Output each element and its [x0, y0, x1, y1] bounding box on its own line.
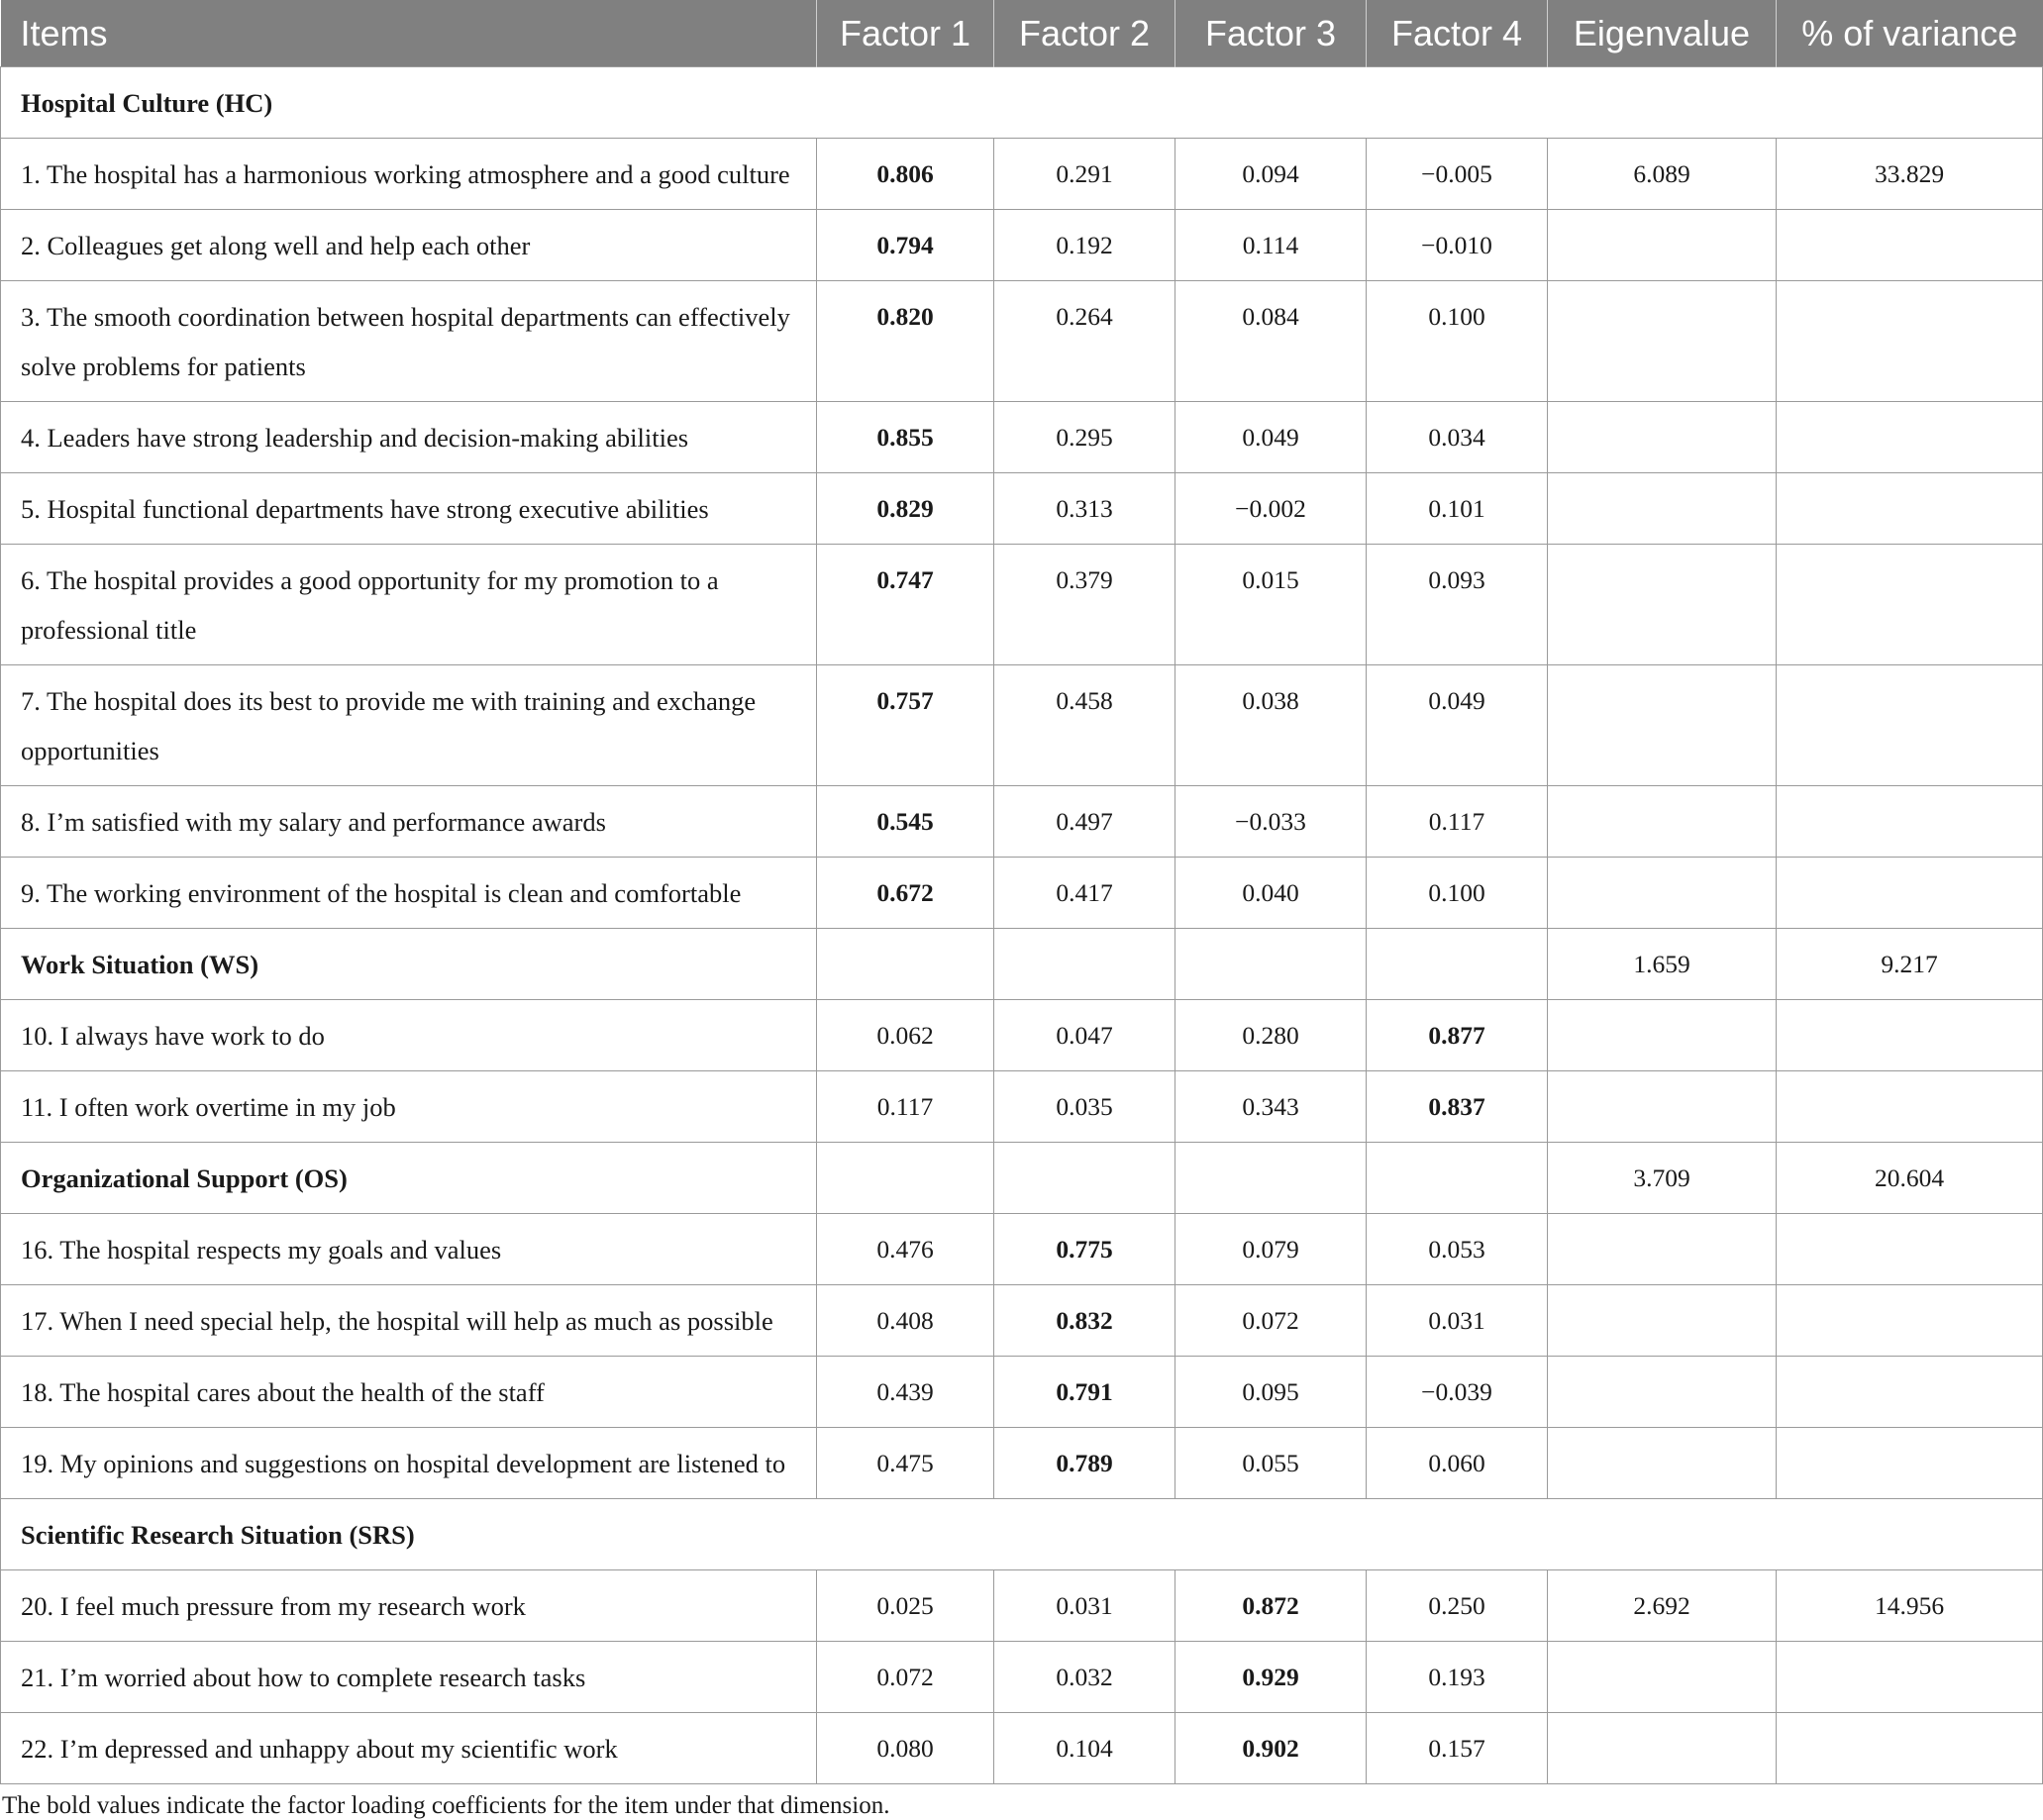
- section-empty-cell: [1367, 1143, 1548, 1214]
- cell-variance: [1777, 1285, 2043, 1357]
- cell-eigenvalue: [1548, 473, 1777, 545]
- cell-eigenvalue: [1548, 1713, 1777, 1784]
- item-text: 11. I often work overtime in my job: [1, 1071, 817, 1143]
- section-title: Hospital Culture (HC): [1, 67, 2043, 139]
- table-row: [1, 786, 2043, 858]
- cell-factor-1: 0.025: [817, 1570, 994, 1642]
- cell-factor-2: 0.313: [994, 473, 1175, 545]
- cell-eigenvalue: 6.089: [1548, 139, 1777, 210]
- table-row: [1, 1285, 2043, 1357]
- cell-variance: [1777, 281, 2043, 402]
- cell-factor-3: 0.929: [1175, 1642, 1367, 1713]
- cell-factor-3: 0.114: [1175, 210, 1367, 281]
- table-row: [1, 1357, 2043, 1428]
- cell-eigenvalue: [1548, 1642, 1777, 1713]
- item-text: 6. The hospital provides a good opportunity for my promotion to a professional title: [1, 545, 817, 665]
- table-row: [1, 402, 2043, 473]
- cell-factor-3: 0.015: [1175, 545, 1367, 665]
- cell-variance: [1777, 1071, 2043, 1143]
- section-row: [1, 1499, 2043, 1570]
- table-row: [1, 210, 2043, 281]
- cell-eigenvalue: [1548, 1285, 1777, 1357]
- cell-factor-4: −0.039: [1367, 1357, 1548, 1428]
- section-variance: 9.217: [1777, 929, 2043, 1000]
- cell-factor-3: 0.094: [1175, 139, 1367, 210]
- cell-eigenvalue: [1548, 786, 1777, 858]
- cell-eigenvalue: 2.692: [1548, 1570, 1777, 1642]
- header-row: [1, 0, 2043, 67]
- cell-factor-4: 0.093: [1367, 545, 1548, 665]
- item-text: 3. The smooth coordination between hospital departments can effectively solve problems for patients: [1, 281, 817, 402]
- cell-factor-3: 0.038: [1175, 665, 1367, 786]
- cell-factor-3: −0.002: [1175, 473, 1367, 545]
- section-empty-cell: [817, 1143, 994, 1214]
- cell-factor-2: 0.192: [994, 210, 1175, 281]
- item-text: 8. I’m satisfied with my salary and performance awards: [1, 786, 817, 858]
- item-text: 9. The working environment of the hospital is clean and comfortable: [1, 858, 817, 929]
- cell-factor-1: 0.855: [817, 402, 994, 473]
- cell-factor-3: 0.055: [1175, 1428, 1367, 1499]
- item-text: 1. The hospital has a harmonious working atmosphere and a good culture: [1, 139, 817, 210]
- section-empty-cell: [1175, 929, 1367, 1000]
- cell-eigenvalue: [1548, 1357, 1777, 1428]
- cell-factor-3: 0.049: [1175, 402, 1367, 473]
- cell-variance: [1777, 1428, 2043, 1499]
- cell-eigenvalue: [1548, 1214, 1777, 1285]
- section-row: [1, 929, 2043, 1000]
- cell-variance: [1777, 473, 2043, 545]
- table-row: [1, 1071, 2043, 1143]
- table-row: [1, 473, 2043, 545]
- cell-factor-2: 0.104: [994, 1713, 1175, 1784]
- item-text: 7. The hospital does its best to provide me with training and exchange opportunities: [1, 665, 817, 786]
- cell-eigenvalue: [1548, 665, 1777, 786]
- section-row: [1, 67, 2043, 139]
- cell-factor-3: 0.072: [1175, 1285, 1367, 1357]
- cell-factor-2: 0.775: [994, 1214, 1175, 1285]
- table-row: [1, 139, 2043, 210]
- cell-factor-4: 0.117: [1367, 786, 1548, 858]
- cell-factor-1: 0.476: [817, 1214, 994, 1285]
- cell-factor-4: 0.101: [1367, 473, 1548, 545]
- cell-variance: [1777, 545, 2043, 665]
- cell-factor-2: 0.035: [994, 1071, 1175, 1143]
- section-empty-cell: [1175, 1143, 1367, 1214]
- cell-factor-4: 0.837: [1367, 1071, 1548, 1143]
- header-factor-1: Factor 1: [817, 0, 994, 67]
- item-text: 18. The hospital cares about the health of the staff: [1, 1357, 817, 1428]
- header-eigenvalue: Eigenvalue: [1548, 0, 1777, 67]
- cell-factor-4: 0.053: [1367, 1214, 1548, 1285]
- cell-factor-1: 0.072: [817, 1642, 994, 1713]
- cell-eigenvalue: [1548, 545, 1777, 665]
- cell-variance: [1777, 858, 2043, 929]
- item-text: 17. When I need special help, the hospital will help as much as possible: [1, 1285, 817, 1357]
- cell-factor-1: 0.117: [817, 1071, 994, 1143]
- cell-factor-1: 0.820: [817, 281, 994, 402]
- cell-factor-4: 0.193: [1367, 1642, 1548, 1713]
- cell-factor-3: 0.280: [1175, 1000, 1367, 1071]
- cell-factor-1: 0.747: [817, 545, 994, 665]
- cell-variance: 14.956: [1777, 1570, 2043, 1642]
- item-text: 22. I’m depressed and unhappy about my scientific work: [1, 1713, 817, 1784]
- cell-factor-1: 0.806: [817, 139, 994, 210]
- header-variance: % of variance: [1777, 0, 2043, 67]
- cell-factor-1: 0.829: [817, 473, 994, 545]
- cell-factor-2: 0.031: [994, 1570, 1175, 1642]
- header-items: Items: [1, 0, 817, 67]
- cell-factor-1: 0.408: [817, 1285, 994, 1357]
- cell-variance: [1777, 786, 2043, 858]
- cell-factor-2: 0.832: [994, 1285, 1175, 1357]
- header-factor-4: Factor 4: [1367, 0, 1548, 67]
- table-body: [1, 67, 2043, 1784]
- item-text: 20. I feel much pressure from my research work: [1, 1570, 817, 1642]
- cell-factor-2: 0.032: [994, 1642, 1175, 1713]
- table-row: [1, 545, 2043, 665]
- cell-factor-1: 0.062: [817, 1000, 994, 1071]
- cell-factor-1: 0.757: [817, 665, 994, 786]
- table-row: [1, 1713, 2043, 1784]
- cell-factor-3: 0.343: [1175, 1071, 1367, 1143]
- table-row: [1, 858, 2043, 929]
- cell-factor-1: 0.439: [817, 1357, 994, 1428]
- cell-factor-3: 0.872: [1175, 1570, 1367, 1642]
- cell-factor-1: 0.545: [817, 786, 994, 858]
- cell-factor-2: 0.791: [994, 1357, 1175, 1428]
- section-title: Work Situation (WS): [1, 929, 817, 1000]
- item-text: 5. Hospital functional departments have strong executive abilities: [1, 473, 817, 545]
- header-factor-2: Factor 2: [994, 0, 1175, 67]
- cell-factor-3: 0.095: [1175, 1357, 1367, 1428]
- item-text: 2. Colleagues get along well and help each other: [1, 210, 817, 281]
- table-row: [1, 281, 2043, 402]
- cell-variance: 33.829: [1777, 139, 2043, 210]
- cell-variance: [1777, 665, 2043, 786]
- cell-factor-3: 0.084: [1175, 281, 1367, 402]
- cell-factor-4: 0.157: [1367, 1713, 1548, 1784]
- cell-eigenvalue: [1548, 1428, 1777, 1499]
- cell-variance: [1777, 1357, 2043, 1428]
- cell-eigenvalue: [1548, 1071, 1777, 1143]
- table-row: [1, 665, 2043, 786]
- cell-factor-2: 0.291: [994, 139, 1175, 210]
- table-row: [1, 1570, 2043, 1642]
- cell-factor-4: 0.100: [1367, 281, 1548, 402]
- section-variance: 20.604: [1777, 1143, 2043, 1214]
- table-row: [1, 1214, 2043, 1285]
- cell-factor-4: 0.250: [1367, 1570, 1548, 1642]
- section-title: Organizational Support (OS): [1, 1143, 817, 1214]
- table-row: [1, 1642, 2043, 1713]
- cell-variance: [1777, 1642, 2043, 1713]
- cell-factor-1: 0.794: [817, 210, 994, 281]
- cell-factor-4: −0.005: [1367, 139, 1548, 210]
- cell-factor-4: 0.031: [1367, 1285, 1548, 1357]
- section-empty-cell: [994, 929, 1175, 1000]
- cell-variance: [1777, 1713, 2043, 1784]
- cell-eigenvalue: [1548, 1000, 1777, 1071]
- item-text: 4. Leaders have strong leadership and decision-making abilities: [1, 402, 817, 473]
- item-text: 21. I’m worried about how to complete research tasks: [1, 1642, 817, 1713]
- cell-factor-3: 0.040: [1175, 858, 1367, 929]
- item-text: 16. The hospital respects my goals and values: [1, 1214, 817, 1285]
- section-title: Scientific Research Situation (SRS): [1, 1499, 2043, 1570]
- cell-factor-3: 0.902: [1175, 1713, 1367, 1784]
- cell-factor-2: 0.417: [994, 858, 1175, 929]
- table-header: [1, 0, 2043, 67]
- cell-factor-3: −0.033: [1175, 786, 1367, 858]
- item-text: 19. My opinions and suggestions on hospital development are listened to: [1, 1428, 817, 1499]
- cell-eigenvalue: [1548, 210, 1777, 281]
- cell-factor-4: 0.034: [1367, 402, 1548, 473]
- cell-factor-4: −0.010: [1367, 210, 1548, 281]
- cell-variance: [1777, 402, 2043, 473]
- section-row: [1, 1143, 2043, 1214]
- cell-eigenvalue: [1548, 858, 1777, 929]
- cell-factor-2: 0.789: [994, 1428, 1175, 1499]
- cell-factor-2: 0.458: [994, 665, 1175, 786]
- cell-factor-4: 0.060: [1367, 1428, 1548, 1499]
- cell-eigenvalue: [1548, 281, 1777, 402]
- table-row: [1, 1000, 2043, 1071]
- cell-factor-2: 0.264: [994, 281, 1175, 402]
- section-eigenvalue: 1.659: [1548, 929, 1777, 1000]
- cell-factor-3: 0.079: [1175, 1214, 1367, 1285]
- section-empty-cell: [817, 929, 994, 1000]
- cell-factor-4: 0.100: [1367, 858, 1548, 929]
- header-factor-3: Factor 3: [1175, 0, 1367, 67]
- cell-factor-4: 0.049: [1367, 665, 1548, 786]
- table-footnote: The bold values indicate the factor loading coefficients for the item under that dimension.: [2, 1792, 890, 1819]
- cell-factor-2: 0.047: [994, 1000, 1175, 1071]
- table-row: [1, 1428, 2043, 1499]
- cell-variance: [1777, 210, 2043, 281]
- cell-factor-1: 0.475: [817, 1428, 994, 1499]
- cell-factor-2: 0.379: [994, 545, 1175, 665]
- cell-factor-1: 0.080: [817, 1713, 994, 1784]
- cell-factor-4: 0.877: [1367, 1000, 1548, 1071]
- cell-factor-2: 0.497: [994, 786, 1175, 858]
- cell-factor-1: 0.672: [817, 858, 994, 929]
- section-eigenvalue: 3.709: [1548, 1143, 1777, 1214]
- section-empty-cell: [1367, 929, 1548, 1000]
- cell-variance: [1777, 1000, 2043, 1071]
- cell-variance: [1777, 1214, 2043, 1285]
- cell-factor-2: 0.295: [994, 402, 1175, 473]
- cell-eigenvalue: [1548, 402, 1777, 473]
- item-text: 10. I always have work to do: [1, 1000, 817, 1071]
- section-empty-cell: [994, 1143, 1175, 1214]
